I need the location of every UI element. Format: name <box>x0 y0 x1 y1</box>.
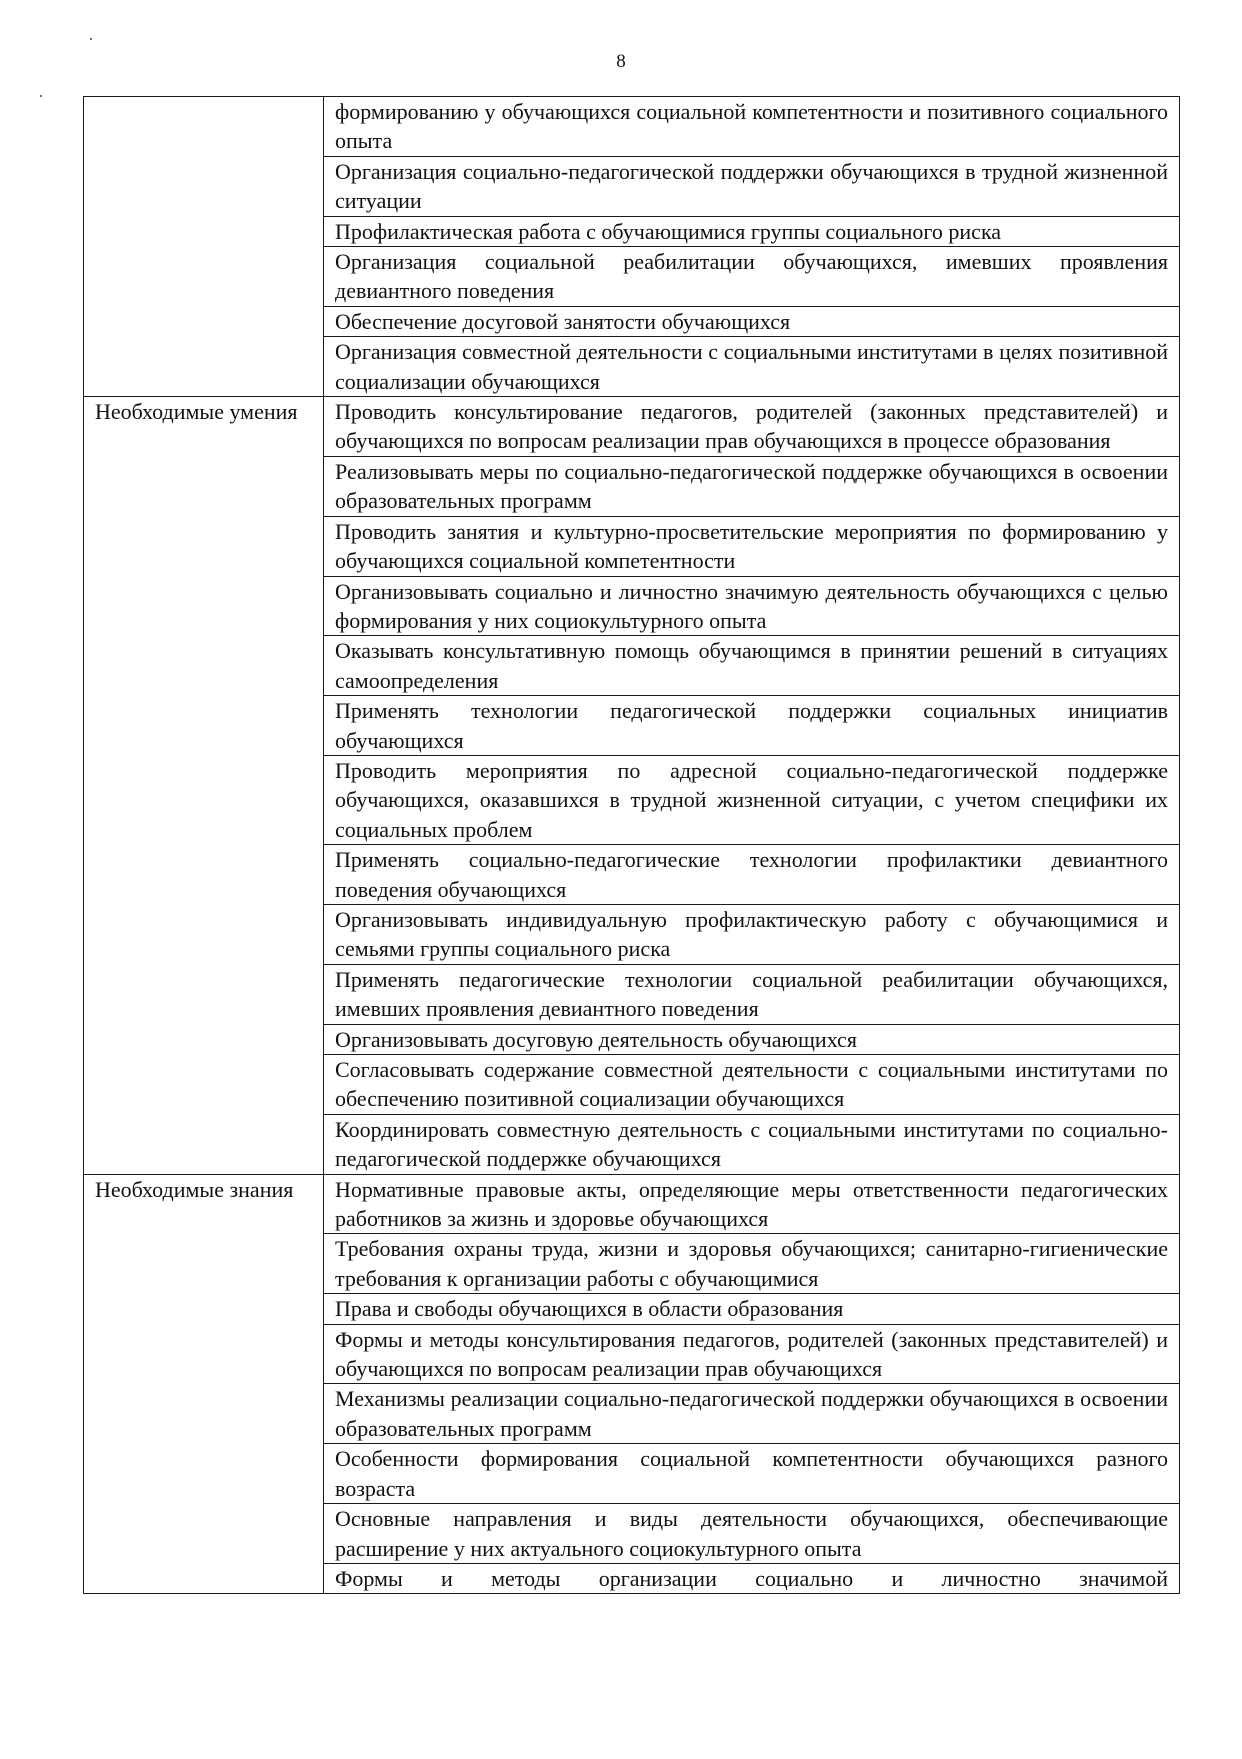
knowledge-label: Необходимые знания <box>84 1174 324 1594</box>
competency-table <box>83 96 1180 1594</box>
labor-action-cell: Организация социальной реабилитации обучающихся, имевших проявления девиантного поведения <box>324 247 1180 307</box>
knowledge-item: Формы и методы консультирования педагогов, родителей (законных представителей) и обучающихся по вопросам реализации прав обучающихся <box>324 1324 1180 1384</box>
table-row <box>84 97 1180 157</box>
skill-item: Проводить консультирование педагогов, родителей (законных представителей) и обучающихся по вопросам реализации прав обучающихся в процессе образования <box>324 397 1180 457</box>
skill-item: Применять технологии педагогической поддержки социальных инициатив обучающихся <box>324 696 1180 756</box>
skill-item: Проводить мероприятия по адресной социально-педагогической поддержке обучающихся, оказавшихся в трудной жизненной ситуации, с учетом специфики их социальных проблем <box>324 755 1180 844</box>
scan-speck <box>40 95 42 97</box>
labor-action-cell: Организация социально-педагогической поддержки обучающихся в трудной жизненной ситуации <box>324 156 1180 216</box>
page-number: 8 <box>616 51 626 72</box>
skill-item: Применять педагогические технологии социальной реабилитации обучающихся, имевших проявления девиантного поведения <box>324 964 1180 1024</box>
labor-action-cell: Обеспечение досуговой занятости обучающихся <box>324 306 1180 336</box>
skill-item: Реализовывать меры по социально-педагогической поддержке обучающихся в освоении образовательных программ <box>324 456 1180 516</box>
skill-item: Применять социально-педагогические технологии профилактики девиантного поведения обучающихся <box>324 845 1180 905</box>
skill-item: Координировать совместную деятельность с социальными институтами по социально-педагогической поддержке обучающихся <box>324 1114 1180 1174</box>
knowledge-item: Особенности формирования социальной компетентности обучающихся разного возраста <box>324 1444 1180 1504</box>
scan-speck <box>90 38 92 40</box>
continued-label-cell <box>84 97 324 397</box>
table-row <box>84 397 1180 457</box>
labor-action-cell: Профилактическая работа с обучающимися группы социального риска <box>324 216 1180 246</box>
skill-item: Оказывать консультативную помощь обучающимся в принятии решений в ситуациях самоопределения <box>324 636 1180 696</box>
labor-action-cell: Организация совместной деятельности с социальными институтами в целях позитивной социализации обучающихся <box>324 337 1180 397</box>
knowledge-item: Формы и методы организации социально и личностно значимой <box>324 1563 1180 1593</box>
knowledge-item: Права и свободы обучающихся в области образования <box>324 1294 1180 1324</box>
skill-item: Организовывать досуговую деятельность обучающихся <box>324 1024 1180 1054</box>
knowledge-item: Механизмы реализации социально-педагогической поддержки обучающихся в освоении образовательных программ <box>324 1384 1180 1444</box>
knowledge-item: Нормативные правовые акты, определяющие меры ответственности педагогических работников за жизнь и здоровье обучающихся <box>324 1174 1180 1234</box>
table-row <box>84 1174 1180 1234</box>
skill-item: Проводить занятия и культурно-просветительские мероприятия по формированию у обучающихся социальной компетентности <box>324 516 1180 576</box>
knowledge-item: Основные направления и виды деятельности обучающихся, обеспечивающие расширение у них актуального социокультурного опыта <box>324 1504 1180 1564</box>
knowledge-item: Требования охраны труда, жизни и здоровья обучающихся; санитарно-гигиенические требования к организации работы с обучающимися <box>324 1234 1180 1294</box>
skills-label: Необходимые умения <box>84 397 324 1175</box>
labor-action-cell: формированию у обучающихся социальной компетентности и позитивного социального опыта <box>324 97 1180 157</box>
skill-item: Согласовывать содержание совместной деятельности с социальными институтами по обеспечению позитивной социализации обучающихся <box>324 1055 1180 1115</box>
skill-item: Организовывать индивидуальную профилактическую работу с обучающимися и семьями группы социального риска <box>324 904 1180 964</box>
skill-item: Организовывать социально и личностно значимую деятельность обучающихся с целью формирования у них социокультурного опыта <box>324 576 1180 636</box>
